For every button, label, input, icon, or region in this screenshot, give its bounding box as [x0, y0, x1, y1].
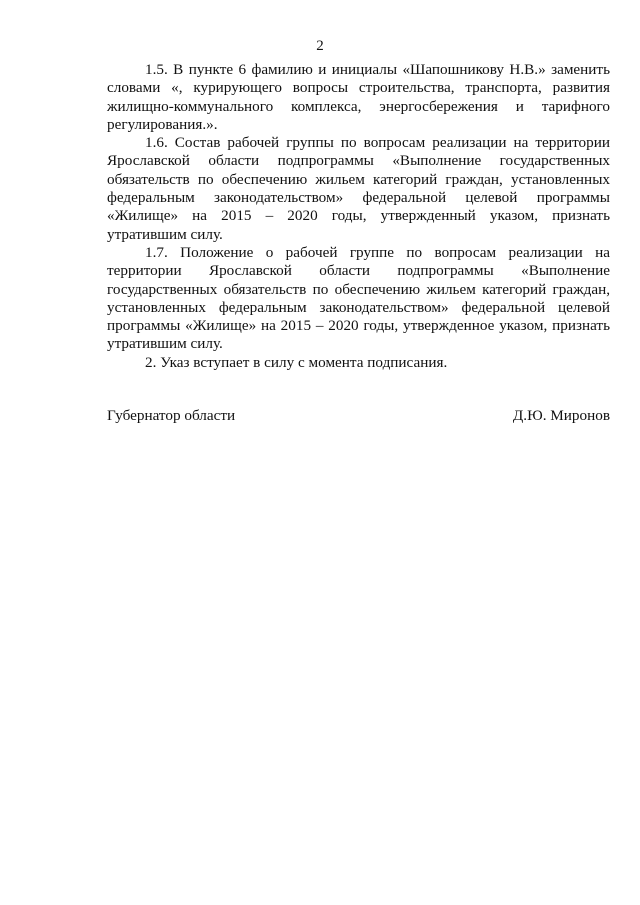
signature-block: [107, 407, 610, 425]
page-number: 2: [316, 38, 324, 54]
paragraph-1-6: 1.6. Состав рабочей группы по вопросам реализации на территории Ярославской области подпрограммы «Выполнение государственных обязательств по обеспечению жильем категорий граждан, установленных федеральным законодательством» федеральной целевой программы «Жилище» на 2015 – 2020 годы, утвержденный указом, признать утратившим силу.: [107, 134, 610, 243]
document-body: [107, 61, 610, 372]
paragraph-1-7: 1.7. Положение о рабочей группе по вопросам реализации на территории Ярославской области подпрограммы «Выполнение государственных обязательств по обеспечению жильем категорий граждан, установленных федеральным законодательством» федеральной целевой программы «Жилище» на 2015 – 2020 годы, утвержденное указом, признать утратившим силу.: [107, 243, 610, 353]
signatory-name: Д.Ю. Миронов: [512, 407, 610, 424]
paragraph-1-5: 1.5. В пункте 6 фамилию и инициалы «Шапошникову Н.В.» заменить словами «, курирующего вопросы строительства, транспорта, развития жилищно-коммунального комплекса, энергосбережения и тарифного регулирования.».: [107, 61, 610, 133]
paragraph-2: 2. Указ вступает в силу с момента подписания.: [145, 353, 448, 371]
signatory-position: Губернатор области: [107, 407, 236, 424]
